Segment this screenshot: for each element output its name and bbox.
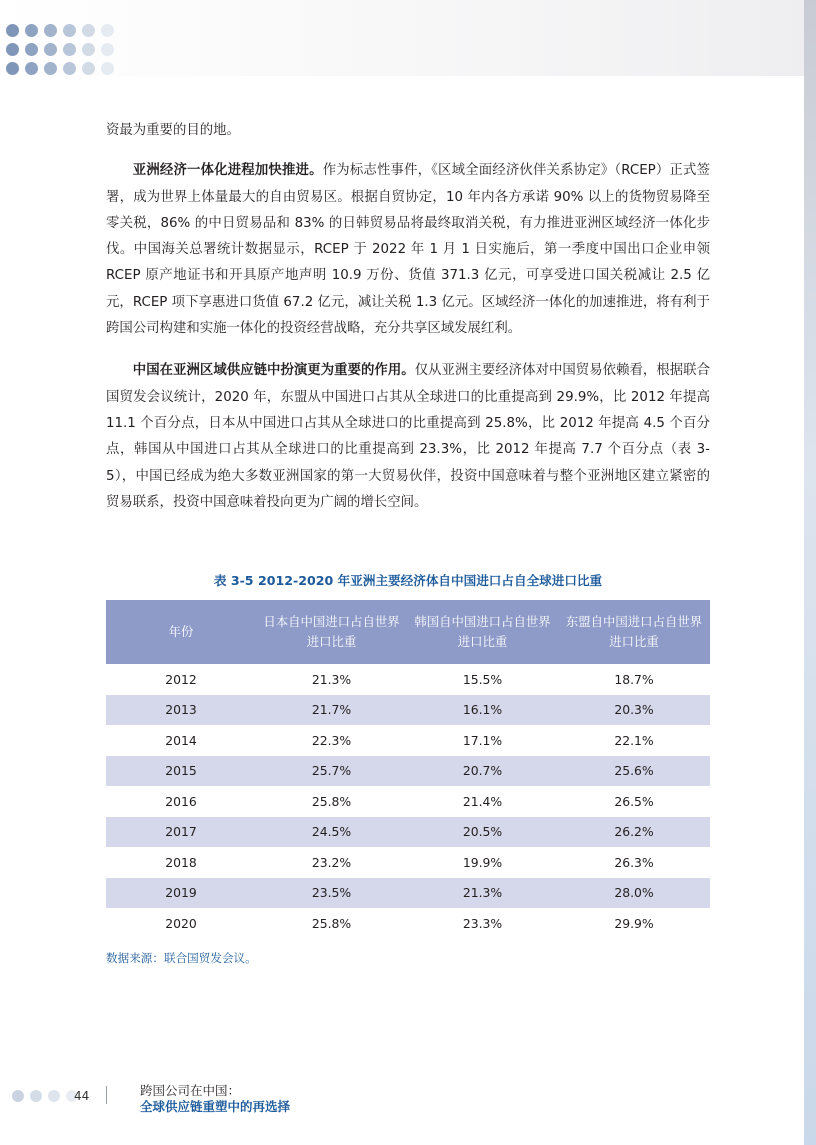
cell-year: 2019	[106, 878, 256, 909]
cell-asean: 28.0%	[558, 878, 710, 909]
cell-korea: 21.3%	[407, 878, 558, 909]
cell-korea: 17.1%	[462, 732, 503, 748]
cell-japan: 24.5%	[256, 817, 407, 848]
header-band	[0, 0, 816, 76]
table-caption: 表 3-5 2012-2020 年亚洲主要经济体自中国进口占自全球进口比重	[213, 573, 603, 588]
column-header-year: 年份	[106, 600, 256, 664]
cell-korea: 20.5%	[407, 817, 558, 848]
column-header-asean: 东盟自中国进口占自世界进口比重	[558, 600, 710, 664]
table-row	[106, 725, 710, 756]
cell-year: 2015	[106, 756, 256, 787]
cell-year: 2018	[165, 854, 197, 870]
paragraph-body: 作为标志性事件，《区域全面经济伙伴关系协定》（RCEP）正式签署，成为世界上体量最大的自由贸易区。根据自贸协定，10 年内各方承诺 90% 以上的货物贸易降至零关税，86% 的中日贸易品和 83% 的日韩贸易品将最终取消关税，有力推进亚洲区域经济一体化步伐。中国海关总署统计数据显示，RCEP 于 2022 年 1 月 1 日实施后，第一季度中国出口企业申领 RCEP 原产地证书和开具原产地声明 10.9 万份、货值 371.3 亿元，可享受进口国关税减让 2.5 亿元，RCEP 项下享惠进口货值 67.2 亿元，减让关税 1.3 亿元。区域经济一体化的加速推进，将有利于跨国公司构建和实施一体化的投资经营战略，充分共享区域发展红利。	[106, 163, 711, 337]
table-row	[106, 847, 710, 878]
table-row	[106, 878, 710, 909]
cell-asean: 25.6%	[558, 756, 710, 787]
cell-year: 2014	[165, 732, 197, 748]
cell-asean: 29.9%	[614, 915, 654, 931]
table-row	[106, 908, 710, 939]
paragraph-asia-integration	[106, 158, 710, 342]
cell-asean: 26.2%	[558, 817, 710, 848]
footer-book-subtitle: 全球供应链重塑中的再选择	[140, 1099, 291, 1114]
cell-year: 2016	[165, 793, 197, 809]
footer-dot-row	[12, 1090, 78, 1102]
cell-japan: 25.8%	[311, 915, 352, 931]
cell-year: 2012	[165, 671, 197, 687]
table-row	[106, 695, 710, 726]
cell-asean: 22.1%	[614, 732, 654, 748]
cell-japan: 21.3%	[311, 671, 352, 687]
cell-asean: 26.5%	[614, 793, 654, 809]
footer-divider	[106, 1086, 107, 1104]
footer-book-title: 跨国公司在中国：	[140, 1083, 241, 1098]
cell-korea: 15.5%	[462, 671, 503, 687]
table-row	[106, 756, 710, 787]
cell-japan: 23.2%	[311, 854, 352, 870]
table-source-note: 数据来源：联合国贸发会议。	[106, 951, 257, 965]
body-text	[106, 118, 710, 532]
paragraph-china-supply-chain	[106, 358, 710, 516]
table-row	[106, 786, 710, 817]
cell-japan: 25.8%	[311, 793, 352, 809]
cell-year: 2020	[165, 915, 197, 931]
paragraph-body: 仅从亚洲主要经济体对中国贸易依赖看，根据联合国贸发会议统计，2020 年，东盟从中国进口占其从全球进口的比重提高到 29.9%，比 2012 年提高 11.1 个百分点，日本从中国进口占其从全球进口的比重提高到 25.8%，比 2012 年提高 4.5 个百分点，韩国从中国进口占其从全球进口的比重提高到 23.3%，比 2012 年提高 7.7 个百分点（表 3-5），中国已经成为绝大多数亚洲国家的第一大贸易伙伴，投资中国意味着与整个亚洲地区建立紧密的贸易联系，投资中国意味着投向更为广阔的增长空间。	[106, 363, 710, 510]
decorative-dot-grid	[6, 24, 114, 81]
cell-year: 2013	[106, 695, 256, 726]
import-share-table	[106, 600, 710, 939]
cell-year: 2017	[106, 817, 256, 848]
cell-japan: 22.3%	[311, 732, 352, 748]
cell-asean: 26.3%	[614, 854, 654, 870]
cell-japan: 25.7%	[256, 756, 407, 787]
paragraph-lead: 中国在亚洲区域供应链中扮演更为重要的作用。	[132, 363, 415, 379]
cell-asean: 18.7%	[614, 671, 654, 687]
cell-korea: 16.1%	[407, 695, 558, 726]
page-number: 44	[74, 1089, 90, 1103]
table-header-row	[106, 600, 710, 664]
column-header-japan: 日本自中国进口占自世界进口比重	[256, 600, 407, 664]
cell-korea: 21.4%	[462, 793, 503, 809]
cell-japan: 23.5%	[256, 878, 407, 909]
paragraph-lead: 亚洲经济一体化进程加快推进。	[132, 163, 323, 179]
column-header-korea: 韩国自中国进口占自世界进口比重	[407, 600, 558, 664]
cell-korea: 20.7%	[407, 756, 558, 787]
table-row	[106, 817, 710, 848]
cell-korea: 23.3%	[462, 915, 503, 931]
cell-asean: 20.3%	[558, 695, 710, 726]
paragraph-continuation: 资最为重要的目的地。	[106, 123, 240, 138]
table-row	[106, 664, 710, 695]
cell-japan: 21.7%	[256, 695, 407, 726]
cell-korea: 19.9%	[462, 854, 503, 870]
page-edge-band	[804, 0, 816, 1145]
